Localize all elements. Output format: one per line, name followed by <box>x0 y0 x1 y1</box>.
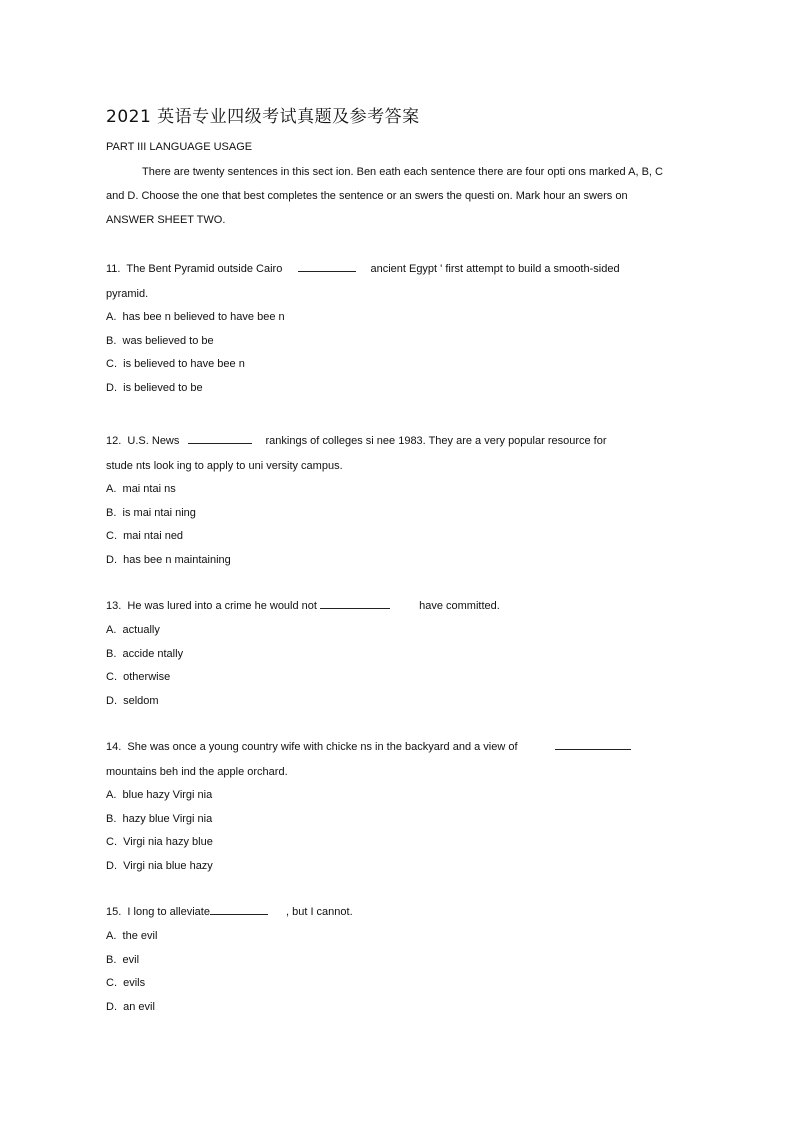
option-letter: C. <box>106 836 117 849</box>
option-letter: B. <box>106 647 117 660</box>
answer-blank <box>320 598 390 609</box>
option-b <box>106 330 676 354</box>
option-text: is believed to have bee n <box>123 358 245 371</box>
option-text: is mai ntai ning <box>122 506 196 519</box>
option-d <box>106 996 676 1020</box>
option-letter: C. <box>106 530 117 543</box>
option-c <box>106 831 676 855</box>
option-letter: A. <box>106 624 117 636</box>
option-letter: D. <box>106 859 117 872</box>
option-text: hazy blue Virgi nia <box>122 812 213 825</box>
question-text-after: have committed. <box>419 600 500 612</box>
question-number: 12. <box>106 435 122 447</box>
question-11 <box>106 256 676 400</box>
option-letter: C. <box>106 977 117 990</box>
question-number: 15. <box>106 906 122 918</box>
option-d <box>106 690 676 714</box>
question-text: He was lured into a crime he would not <box>127 600 317 612</box>
option-d <box>106 855 676 879</box>
answer-blank <box>555 739 631 750</box>
option-letter: B. <box>106 506 117 519</box>
option-b <box>106 502 676 526</box>
question-text: The Bent Pyramid outside Cairo <box>126 263 283 275</box>
option-text: accide ntally <box>122 647 184 660</box>
option-letter: B. <box>106 334 117 347</box>
option-letter: D. <box>106 1000 117 1013</box>
section-heading: PART III LANGUAGE USAGE <box>106 141 253 153</box>
option-c <box>106 525 676 549</box>
option-text: blue hazy Virgi nia <box>122 789 213 801</box>
document-title: 2021 英语专业四级考试真题及参考答案 <box>106 107 420 127</box>
option-letter: A. <box>106 789 117 801</box>
option-letter: C. <box>106 671 117 684</box>
option-text: Virgi nia hazy blue <box>123 836 213 849</box>
question-15 <box>106 899 676 1019</box>
option-text: mai ntai ned <box>123 530 184 543</box>
option-c <box>106 666 676 690</box>
option-d <box>106 549 676 573</box>
question-text: U.S. News <box>127 435 180 447</box>
instructions-paragraph <box>106 160 666 232</box>
question-number: 14. <box>106 741 122 753</box>
option-letter: D. <box>106 553 117 566</box>
question-continuation: mountains beh ind the apple orchard. <box>106 766 288 778</box>
question-number: 11. <box>106 263 121 275</box>
option-text: otherwise <box>123 671 171 684</box>
question-text-after: , but I cannot. <box>285 906 353 918</box>
question-text-after: rankings of colleges si nee 1983. They are a very popular resource for <box>265 435 607 447</box>
answer-blank <box>188 433 252 444</box>
option-d <box>106 377 676 401</box>
option-letter: D. <box>106 694 117 707</box>
option-a <box>106 478 676 502</box>
option-text: actually <box>122 624 160 636</box>
question-text: I long to alleviate <box>127 906 210 918</box>
option-letter: A. <box>106 483 117 495</box>
option-text: is believed to be <box>123 381 203 394</box>
option-text: has bee n believed to have bee n <box>122 311 285 323</box>
option-text: evils <box>123 977 146 990</box>
option-letter: D. <box>106 381 117 394</box>
instructions-text: There are twenty sentences in this sect ion. Ben eath each sentence there are four opti ons marked A, B, C and D. Choose the one that best completes the sentence or an swers the questi on. Mark hour an swers on ANSWER SHEET TWO. <box>106 166 663 226</box>
answer-blank <box>210 904 268 915</box>
question-continuation: stude nts look ing to apply to uni versity campus. <box>106 460 343 472</box>
question-text: She was once a young country wife with chicke ns in the backyard and a view of <box>127 741 518 753</box>
option-letter: B. <box>106 953 117 966</box>
option-a <box>106 619 676 643</box>
option-a <box>106 306 676 330</box>
option-b <box>106 808 676 832</box>
option-a <box>106 784 676 808</box>
question-continuation: pyramid. <box>106 288 149 300</box>
option-text: evil <box>122 953 140 966</box>
question-number: 13. <box>106 600 122 612</box>
question-text-after: ancient Egypt ' first attempt to build a smooth-sided <box>370 263 620 275</box>
option-letter: C. <box>106 358 117 371</box>
option-b <box>106 643 676 667</box>
option-letter: A. <box>106 930 117 942</box>
option-text: Virgi nia blue hazy <box>123 859 213 872</box>
option-c <box>106 353 676 377</box>
question-13 <box>106 593 676 713</box>
option-text: mai ntai ns <box>122 483 176 495</box>
option-text: the evil <box>122 930 158 942</box>
option-b <box>106 949 676 973</box>
option-text: was believed to be <box>122 334 214 347</box>
option-text: seldom <box>123 694 159 707</box>
option-text: an evil <box>123 1000 155 1013</box>
question-14 <box>106 734 676 878</box>
option-letter: A. <box>106 311 117 323</box>
option-c <box>106 972 676 996</box>
option-letter: B. <box>106 812 117 825</box>
option-a <box>106 925 676 949</box>
option-text: has bee n maintaining <box>123 553 231 566</box>
question-12 <box>106 428 676 572</box>
answer-blank <box>298 261 356 272</box>
